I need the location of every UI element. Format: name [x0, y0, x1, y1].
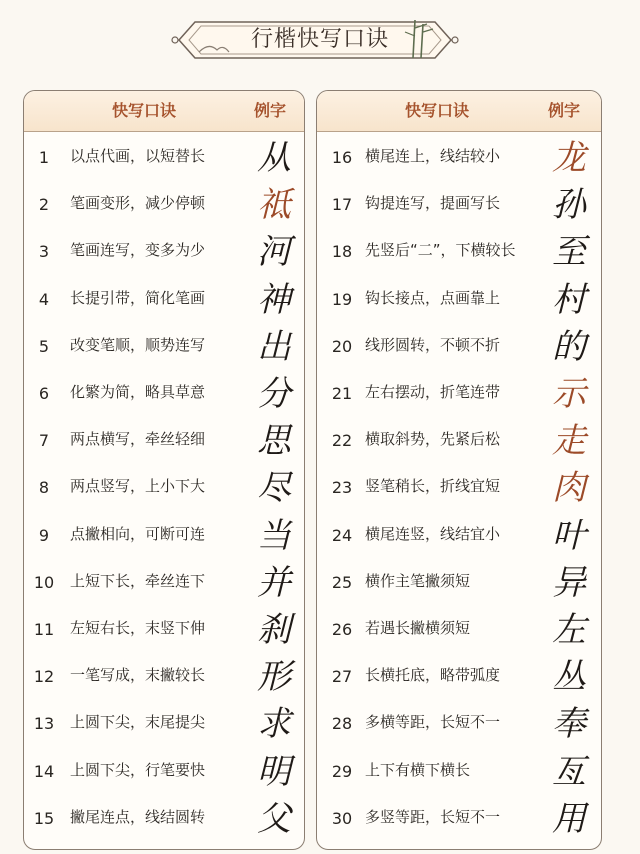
row-number: 4: [38, 289, 50, 309]
table-row: [24, 371, 304, 418]
table-row: [317, 465, 601, 512]
table-row: [317, 513, 601, 560]
example-character: 丛: [552, 657, 586, 698]
row-number: 6: [38, 384, 50, 403]
row-phrase: 点撇相向，可断可连: [70, 524, 206, 543]
table-row: [317, 182, 601, 229]
table-row: [317, 229, 601, 276]
row-number: 10: [33, 572, 55, 592]
row-phrase: 钩长接点，点画靠上: [365, 288, 501, 307]
example-character: 龙: [552, 138, 586, 178]
example-character: 刹: [257, 610, 291, 650]
row-phrase: 横作主笔撇须短: [365, 571, 471, 590]
title-banner: [165, 14, 465, 66]
example-character: 至: [552, 232, 586, 273]
table-row: [24, 749, 304, 796]
row-number: 11: [33, 620, 55, 639]
row-number: 1: [38, 148, 50, 167]
header-example-label: 例字: [254, 101, 287, 120]
table-row: [24, 277, 304, 324]
example-character: 亙: [552, 751, 586, 792]
right-table-panel: [316, 90, 602, 850]
row-number: 20: [331, 336, 353, 356]
row-phrase: 撇尾连点，线结圆转: [70, 807, 206, 826]
example-character: 形: [257, 657, 291, 698]
table-row: [317, 701, 601, 748]
row-phrase: 横尾连上，线结较小: [365, 147, 501, 165]
table-row: [317, 560, 601, 607]
example-character: 村: [552, 279, 586, 320]
row-number: 3: [38, 242, 50, 262]
row-phrase: 以点代画，以短替长: [70, 147, 206, 165]
example-character: 并: [257, 562, 291, 603]
table-row: [24, 418, 304, 465]
example-character: 走: [552, 421, 586, 462]
example-character: 的: [552, 326, 586, 367]
row-number: 7: [38, 431, 50, 451]
table-row: [24, 182, 304, 229]
row-phrase: 两点横写，牵丝轻细: [70, 430, 206, 449]
example-character: 父: [257, 798, 291, 839]
example-character: 左: [552, 610, 586, 650]
row-phrase: 多横等距，长短不一: [365, 713, 501, 732]
row-number: 9: [38, 525, 50, 545]
row-number: 30: [331, 808, 353, 828]
row-number: 8: [38, 478, 50, 498]
row-phrase: 一笔写成，末撇较长: [70, 666, 206, 685]
table-row: [24, 465, 304, 512]
table-row: [317, 654, 601, 701]
table-row: [317, 749, 601, 796]
row-number: 29: [331, 761, 353, 781]
example-character: 异: [552, 562, 586, 603]
example-character: 示: [552, 374, 586, 414]
example-character: 明: [257, 751, 291, 792]
table-row: [317, 135, 601, 182]
row-phrase: 上圆下尖，行笔要快: [70, 760, 206, 779]
row-number: 13: [33, 714, 55, 734]
example-character: 祗: [257, 185, 291, 226]
right-table-header: [317, 91, 601, 132]
table-row: [24, 654, 304, 701]
row-phrase: 两点竖写，上小下大: [70, 477, 206, 496]
row-number: 26: [331, 620, 353, 639]
row-phrase: 上圆下尖，末尾提尖: [70, 713, 206, 732]
row-number: 18: [331, 242, 353, 262]
row-phrase: 上下有横下横长: [365, 760, 471, 779]
row-phrase: 化繁为简，略具草意: [70, 383, 206, 401]
table-row: [317, 796, 601, 843]
table-row: [317, 277, 601, 324]
left-table-panel: [23, 90, 305, 850]
row-phrase: 线形圆转，不顿不折: [365, 335, 501, 354]
row-number: 21: [331, 384, 353, 403]
table-row: [317, 418, 601, 465]
row-phrase: 上短下长，牵丝连下: [70, 571, 206, 590]
row-number: 28: [331, 714, 353, 734]
table-row: [24, 796, 304, 843]
page-title: 行楷快写口诀: [250, 27, 389, 52]
row-phrase: 竖笔稍长，折线宜短: [365, 477, 501, 496]
table-row: [24, 513, 304, 560]
row-phrase: 长横托底，略带弧度: [365, 666, 501, 685]
row-phrase: 左短右长，末竖下伸: [70, 619, 206, 637]
header-phrase-label: 快写口诀: [112, 101, 177, 120]
row-number: 5: [38, 336, 50, 356]
example-character: 奉: [552, 704, 586, 745]
example-character: 尽: [257, 468, 291, 509]
table-row: [24, 560, 304, 607]
table-row: [317, 324, 601, 371]
table-row: [24, 229, 304, 276]
row-number: 25: [331, 572, 353, 592]
row-phrase: 钩提连写，提画写长: [365, 194, 501, 213]
row-number: 16: [331, 148, 353, 167]
table-row: [317, 371, 601, 418]
row-number: 17: [331, 195, 353, 215]
example-character: 当: [257, 515, 291, 556]
header-example-label: 例字: [548, 101, 581, 120]
example-character: 肉: [552, 468, 586, 509]
table-row: [24, 607, 304, 654]
example-character: 用: [552, 798, 586, 839]
example-character: 神: [257, 279, 291, 320]
row-phrase: 左右摆动，折笔连带: [365, 383, 501, 401]
row-number: 2: [38, 195, 50, 215]
row-number: 12: [33, 667, 55, 687]
table-row: [317, 607, 601, 654]
row-phrase: 笔画连写，变多为少: [70, 241, 206, 260]
row-number: 19: [331, 289, 353, 309]
row-number: 23: [331, 478, 353, 498]
row-number: 15: [33, 808, 55, 828]
row-phrase: 多竖等距，长短不一: [365, 807, 501, 826]
example-character: 分: [257, 374, 291, 414]
row-number: 22: [331, 431, 353, 451]
example-character: 叶: [552, 515, 586, 556]
row-phrase: 先竖后“二”，下横较长: [365, 241, 516, 260]
row-phrase: 横取斜势，先紧后松: [365, 430, 501, 449]
row-number: 27: [331, 667, 353, 687]
header-phrase-label: 快写口诀: [405, 101, 470, 120]
row-phrase: 改变笔顺，顺势连写: [70, 335, 206, 354]
row-number: 14: [33, 761, 55, 781]
example-character: 求: [257, 704, 291, 745]
example-character: 孙: [552, 185, 586, 226]
row-phrase: 若遇长撇横须短: [365, 619, 471, 637]
row-phrase: 笔画变形，减少停顿: [70, 194, 206, 213]
table-row: [24, 701, 304, 748]
example-character: 从: [257, 138, 291, 178]
row-number: 24: [331, 525, 353, 545]
example-character: 出: [257, 326, 291, 367]
left-table-header: [24, 91, 304, 132]
table-row: [24, 324, 304, 371]
row-phrase: 横尾连竖，线结宜小: [365, 524, 501, 543]
example-character: 河: [257, 232, 291, 273]
example-character: 思: [257, 421, 291, 462]
table-row: [24, 135, 304, 182]
row-phrase: 长提引带，简化笔画: [70, 288, 206, 307]
